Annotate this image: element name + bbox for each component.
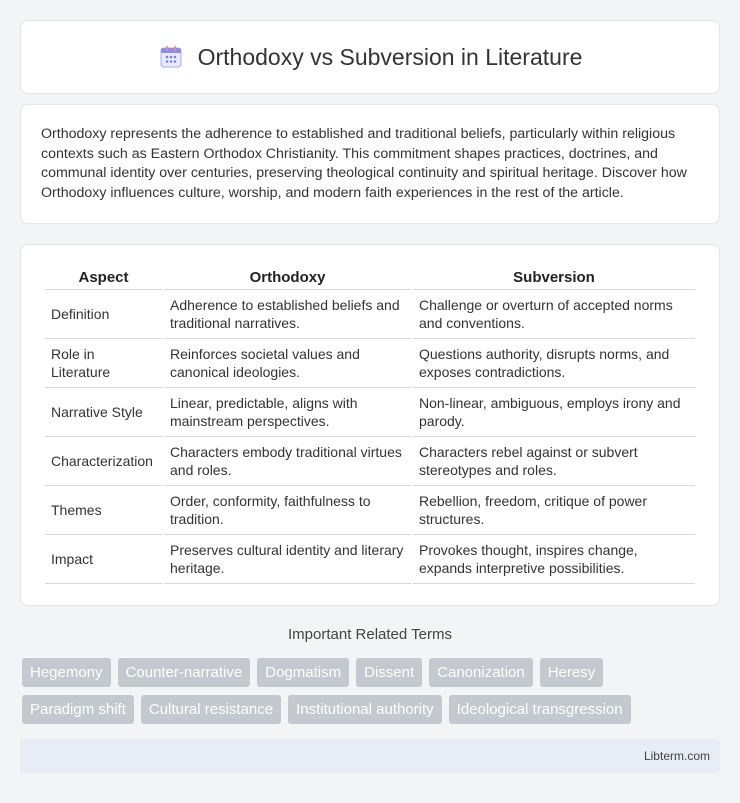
related-term-tag[interactable]: Paradigm shift	[22, 695, 134, 724]
table-row	[45, 437, 695, 486]
comparison-table	[43, 265, 697, 584]
table-row	[45, 339, 695, 388]
related-term-tag[interactable]: Hegemony	[22, 658, 111, 687]
related-terms-title: Important Related Terms	[288, 626, 452, 643]
orthodoxy-cell: Linear, predictable, aligns with mainstream perspectives.	[164, 388, 411, 437]
table-header-row	[45, 265, 695, 290]
column-header-subversion: Subversion	[413, 265, 695, 290]
orthodoxy-cell: Order, conformity, faithfulness to tradition.	[164, 486, 411, 535]
orthodoxy-cell: Reinforces societal values and canonical ideologies.	[164, 339, 411, 388]
orthodoxy-cell: Adherence to established beliefs and traditional narratives.	[164, 290, 411, 339]
page-title: Orthodoxy vs Subversion in Literature	[197, 43, 583, 70]
related-terms-list	[22, 658, 722, 732]
related-term-tag[interactable]: Ideological transgression	[449, 695, 631, 724]
related-term-tag[interactable]: Heresy	[540, 658, 604, 687]
subversion-cell: Characters rebel against or subvert stereotypes and roles.	[413, 437, 695, 486]
aspect-cell: Narrative Style	[45, 388, 162, 437]
column-header-aspect: Aspect	[45, 265, 162, 290]
table-row	[45, 388, 695, 437]
related-term-tag[interactable]: Institutional authority	[288, 695, 442, 724]
subversion-cell: Questions authority, disrupts norms, and exposes contradictions.	[413, 339, 695, 388]
related-term-tag[interactable]: Cultural resistance	[141, 695, 281, 724]
table-row	[45, 290, 695, 339]
intro-card	[20, 104, 720, 224]
related-term-tag[interactable]: Canonization	[429, 658, 533, 687]
subversion-cell: Challenge or overturn of accepted norms and conventions.	[413, 290, 695, 339]
aspect-cell: Definition	[45, 290, 162, 339]
footer	[20, 739, 720, 773]
orthodoxy-cell: Preserves cultural identity and literary heritage.	[164, 535, 411, 584]
subversion-cell: Provokes thought, inspires change, expands interpretive possibilities.	[413, 535, 695, 584]
aspect-cell: Impact	[45, 535, 162, 584]
header-card	[20, 20, 720, 94]
aspect-cell: Characterization	[45, 437, 162, 486]
related-term-tag[interactable]: Dissent	[356, 658, 422, 687]
comparison-table-card	[20, 244, 720, 606]
aspect-cell: Themes	[45, 486, 162, 535]
table-row	[45, 535, 695, 584]
column-header-orthodoxy: Orthodoxy	[164, 265, 411, 290]
table-row	[45, 486, 695, 535]
footer-site-link[interactable]: Libterm.com	[643, 749, 710, 763]
intro-text: Orthodoxy represents the adherence to established and traditional beliefs, particularly within religious contexts such as Eastern Orthodox Christianity. This commitment shapes practices, doctrines, and communal identity over centuries, preserving theological continuity and spiritual heritage. Discover how Orthodoxy influences culture, worship, and modern faith experiences in the rest of the article.	[41, 126, 687, 201]
orthodoxy-cell: Characters embody traditional virtues and roles.	[164, 437, 411, 486]
calendar-icon	[158, 44, 184, 70]
subversion-cell: Non-linear, ambiguous, employs irony and parody.	[413, 388, 695, 437]
subversion-cell: Rebellion, freedom, critique of power structures.	[413, 486, 695, 535]
related-term-tag[interactable]: Dogmatism	[257, 658, 349, 687]
aspect-cell: Role in Literature	[45, 339, 162, 388]
related-term-tag[interactable]: Counter-narrative	[118, 658, 251, 687]
